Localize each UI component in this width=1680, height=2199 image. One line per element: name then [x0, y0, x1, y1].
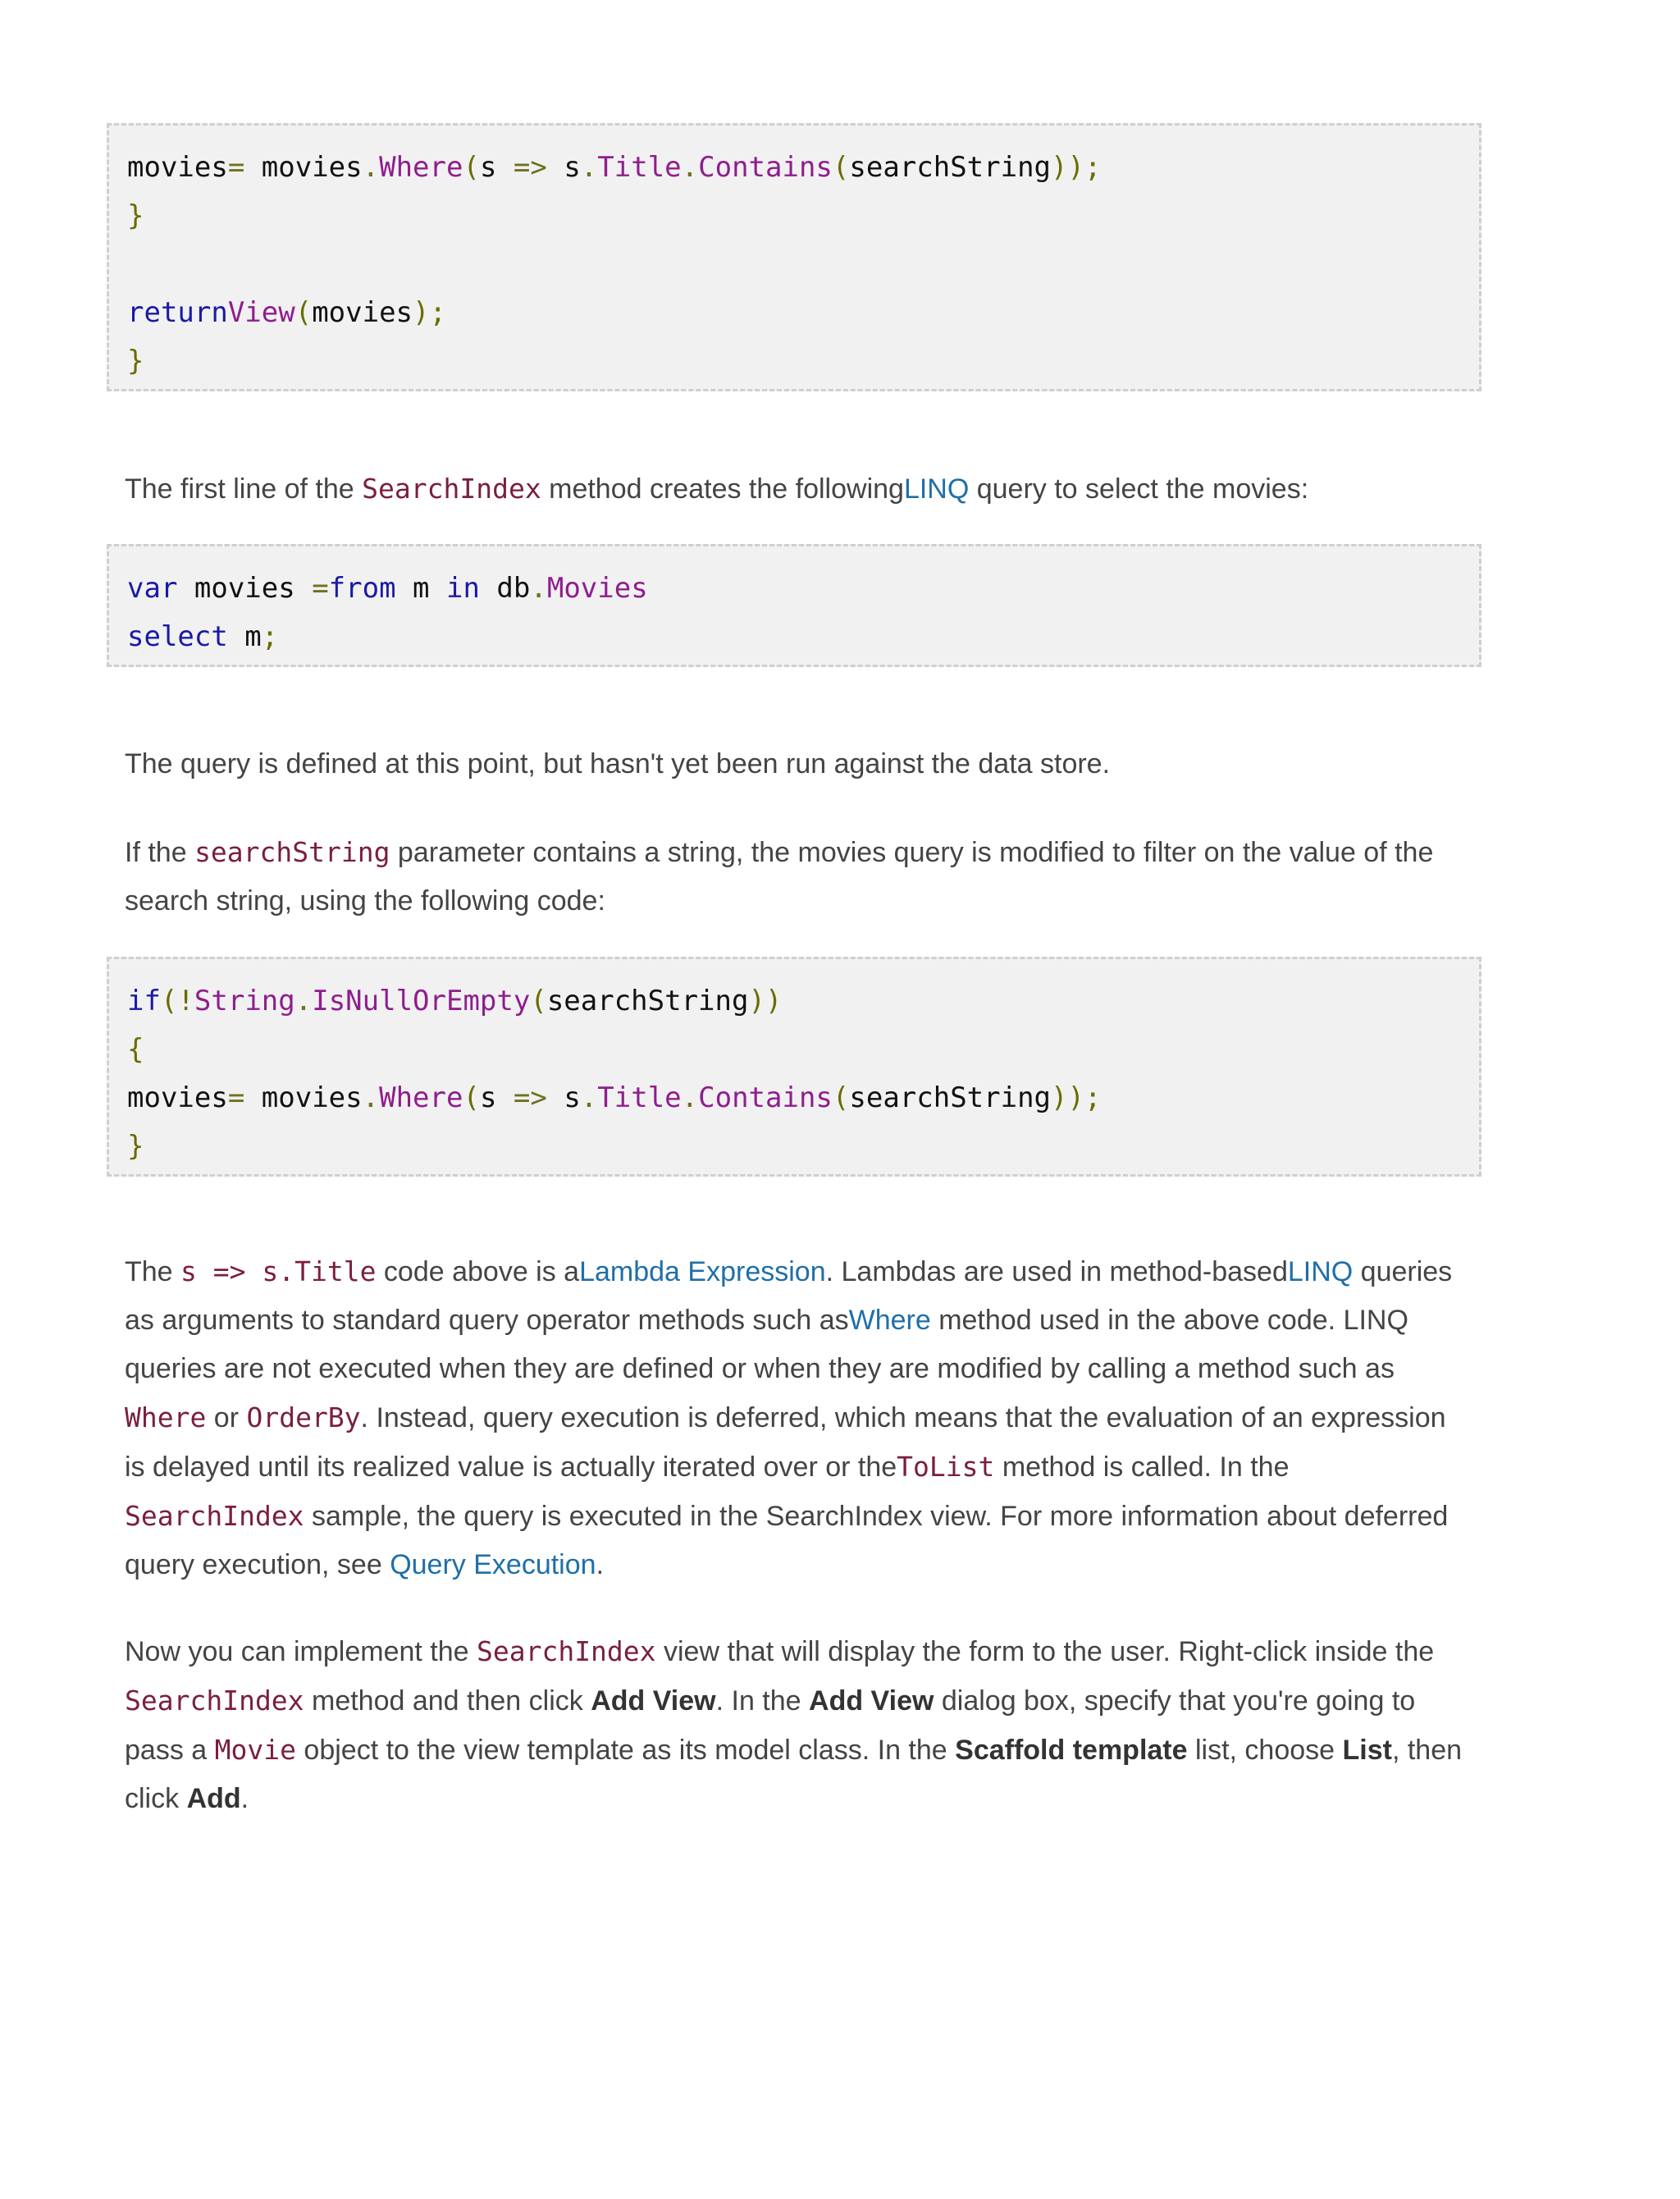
code-block-3 — [107, 957, 1481, 1177]
inline-code-orderby: OrderBy — [246, 1401, 361, 1433]
code-line: { — [127, 1033, 144, 1066]
bold-add-view: Add View — [809, 1685, 934, 1717]
code-line: } — [127, 199, 144, 232]
inline-code-lambda: s => s.Title — [180, 1255, 377, 1287]
link-lambda-expression[interactable]: Lambda Expression — [579, 1256, 826, 1287]
inline-code-tolist: ToList — [897, 1451, 995, 1483]
inline-code-searchindex: SearchIndex — [125, 1500, 304, 1532]
code-line: movies= movies.Where(s => s.Title.Contains(searchString)); — [127, 1081, 1102, 1114]
code-line: select m; — [127, 620, 279, 653]
bold-list: List — [1342, 1735, 1392, 1766]
code-block-2 — [107, 544, 1481, 667]
code-block-1 — [107, 123, 1481, 391]
code-line: returnView(movies); — [127, 296, 446, 329]
bold-add: Add — [186, 1783, 241, 1814]
code-line: } — [127, 1130, 144, 1163]
code-line: if(!String.IsNullOrEmpty(searchString)) — [127, 985, 783, 1017]
inline-code-searchindex: SearchIndex — [476, 1635, 656, 1667]
code-line: movies= movies.Where(s => s.Title.Contains(searchString)); — [127, 151, 1102, 184]
bold-scaffold-template: Scaffold template — [955, 1735, 1188, 1766]
code-line — [127, 240, 1479, 289]
code-line: } — [127, 345, 144, 377]
paragraph-query-defined: The query is defined at this point, but hasn't yet been run against the data store. — [125, 748, 1111, 779]
code-line: var movies =from m in db.Movies — [127, 572, 648, 605]
link-linq[interactable]: LINQ — [1287, 1256, 1354, 1287]
link-where[interactable]: Where — [848, 1305, 931, 1336]
paragraph-lambda: The s => s.Title code above is aLambda Expression. Lambdas are used in method-basedLINQ queries as arguments to standard query operator methods such asWhere method used in the above code. LINQ queries are not executed when they are defined or when they are modified by calling a method such as Where or OrderBy. Instead, query execution is deferred, which means that the evaluation of an expression is delayed until its realized value is actually iterated over or theToList method is called. In the SearchIndex sample, the query is executed in the SearchIndex view. For more information about deferred query execution, see Query Execution. — [125, 1255, 1453, 1580]
inline-code-searchindex: SearchIndex — [362, 473, 541, 505]
paragraph-searchstring: If the searchString parameter contains a string, the movies query is modified to filter on the value of the search string, using the following code: — [125, 836, 1434, 917]
inline-code-searchstring: searchString — [194, 836, 390, 868]
link-query-execution[interactable]: Query Execution — [390, 1549, 596, 1580]
link-linq[interactable]: LINQ — [903, 473, 970, 505]
paragraph-add-view: Now you can implement the SearchIndex view that will display the form to the user. Right-click inside the SearchIndex method and then click Add View. In the Add View dialog box, specify that you're going to pass a Movie object to the view template as its model class. In the Scaffold template list, choose List, then click Add. — [125, 1635, 1463, 1814]
inline-code-movie: Movie — [214, 1734, 296, 1766]
inline-code-where: Where — [125, 1401, 207, 1433]
bold-add-view: Add View — [591, 1685, 716, 1717]
paragraph-first-line: The first line of the SearchIndex method creates the followingLINQ query to select the movies: — [125, 473, 1309, 505]
inline-code-searchindex: SearchIndex — [125, 1685, 304, 1717]
